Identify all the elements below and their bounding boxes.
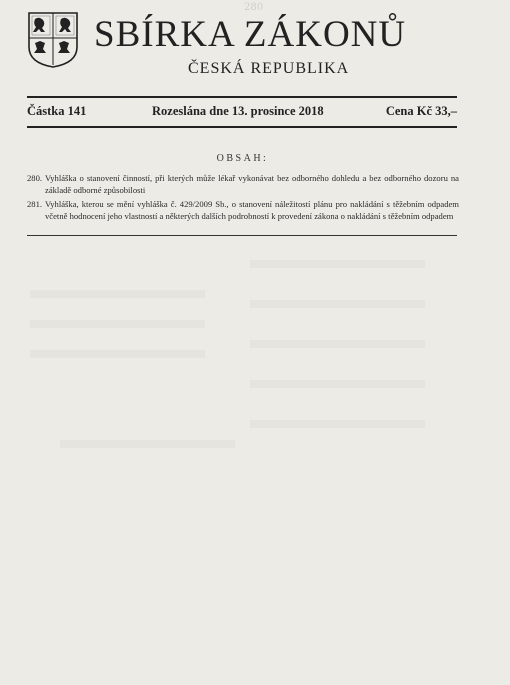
czech-coat-of-arms-icon <box>27 11 79 68</box>
show-through-line <box>250 420 425 428</box>
show-through-line <box>250 260 425 268</box>
show-through-page-number: 280 <box>244 2 264 13</box>
contents-item <box>27 198 459 222</box>
show-through-line <box>250 380 425 388</box>
contents-item-number: 280. <box>27 173 43 183</box>
publication-title: SBÍRKA ZÁKONŮ <box>94 14 407 55</box>
contents-end-rule <box>27 235 457 236</box>
show-through-line <box>30 350 205 358</box>
show-through-line <box>250 340 425 348</box>
contents-item-text: Vyhláška, kterou se mění vyhláška č. 429/2009 Sb., o stanovení náležitostí plánu pro nakládání s těžebním odpadem včetně hodnocení jeho vlastností a některých dalších podrobností k provedení zákona o nakládání s těžebním odpadem <box>45 199 459 221</box>
header-rule-top <box>27 96 457 98</box>
contents-item-number: 281. <box>27 199 43 209</box>
contents-item-text: Vyhláška o stanovení činností, při kterých může lékař vykonávat bez odborného dohledu a bez odborného dozoru na základě odborné způsobilosti <box>45 173 459 195</box>
show-through-line <box>60 440 235 448</box>
issue-distribution-date: Rozeslána dne 13. prosince 2018 <box>152 104 324 118</box>
show-through-line <box>30 320 205 328</box>
issue-price: Cena Kč 33,– <box>385 104 457 118</box>
show-through-line <box>250 300 425 308</box>
issue-info-bar <box>27 104 457 122</box>
contents-heading: OBSAH: <box>216 153 269 164</box>
publication-subtitle: ČESKÁ REPUBLIKA <box>188 60 350 77</box>
issue-part: Částka 141 <box>27 104 87 118</box>
header-rule-bottom <box>27 126 457 128</box>
show-through-line <box>30 290 205 298</box>
contents-item <box>27 172 459 196</box>
